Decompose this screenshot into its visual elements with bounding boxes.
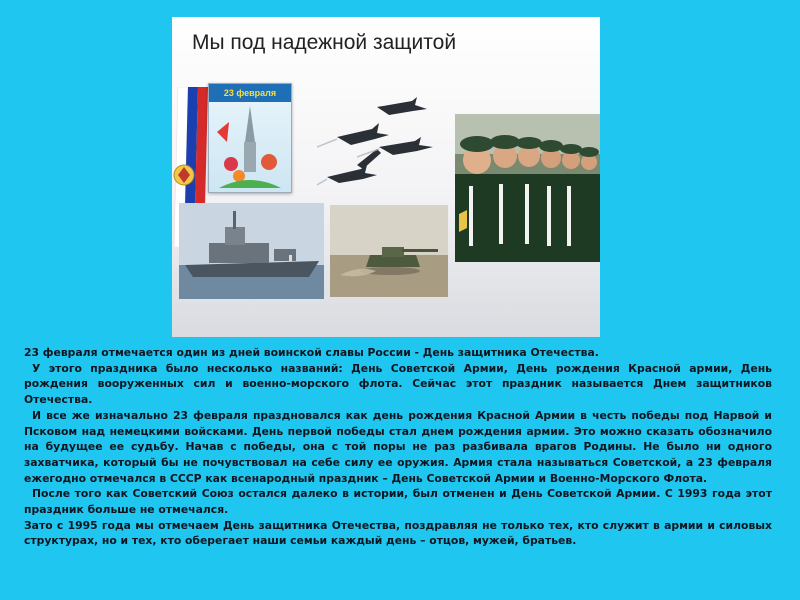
- paragraph-5: Зато с 1995 года мы отмечаем День защитника Отечества, поздравляя не только тех, кто служит в армии и силовых структурах, но и тех, кто оберегает наши семьи каждый день – отцов, мужей, братьев.: [24, 518, 772, 548]
- tank-image: [330, 205, 448, 297]
- paragraph-2: У этого праздника было несколько названий: День Советской Армии, День рождения Красной армии, День рождения вооруженных сил и военно-морского флота. Сейчас этот праздник называется Днем защитников Отечества.: [24, 361, 772, 407]
- paragraph-4: После того как Советский Союз остался далеко в истории, был отменен и День Советской Армии. С 1993 года этот праздник больше не отмечался.: [24, 487, 772, 517]
- fighter-jets-image: [317, 87, 447, 202]
- greeting-card: [208, 83, 292, 193]
- monument-icon: [209, 102, 291, 192]
- slide-title: Мы под надежной защитой: [192, 31, 457, 54]
- card-header: 23 февраля: [209, 84, 291, 102]
- paragraph-1: 23 февраля отмечается один из дней воинской славы России - День защитника Отечества.: [24, 346, 599, 359]
- article-text: [24, 345, 772, 549]
- illustration-collage: [172, 17, 600, 337]
- soldiers-parade-image: [455, 114, 600, 262]
- warship-image: [179, 203, 324, 299]
- paragraph-3: И все же изначально 23 февраля праздновался как день рождения Красной Армии в честь победы под Нарвой и Псковом над немецкими войсками. День первой победы стал днем рождения армии. Это можно сказать обозначило на будущее ее судьбу. Начав с победы, она с той поры не раз разбивала врагов Родины. Не было ни одного захватчика, который бы не почувствовал на себе силу ее оружия. Армия стала называться Советской, а 23 февраля ежегодно отмечался в СССР как всенародный праздник – День Советской Армии и Военно-Морского Флота.: [24, 408, 772, 485]
